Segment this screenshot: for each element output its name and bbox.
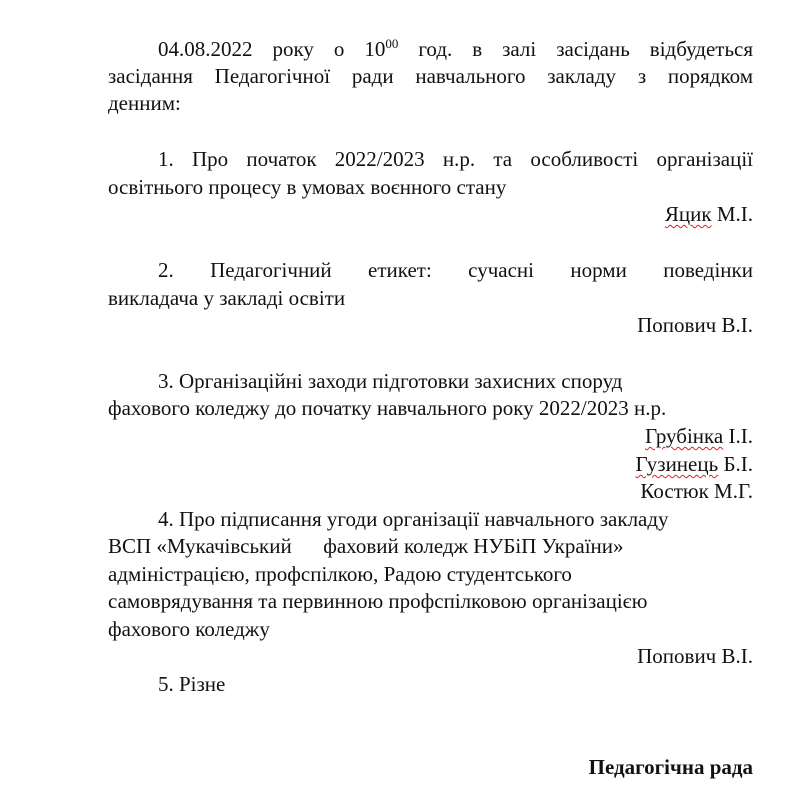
speaker-item-1 bbox=[108, 201, 753, 229]
speaker-initials: М.І. bbox=[716, 202, 753, 226]
agenda-item-4-line-2: ВСП «Мукачівський фаховий коледж НУБіП України» bbox=[108, 534, 624, 558]
agenda-item-3-line-1: 3. Організаційні заходи підготовки захисних споруд bbox=[158, 369, 623, 393]
speaker-surname: Костюк bbox=[640, 479, 709, 503]
signature: Педагогічна рада bbox=[588, 755, 753, 779]
speaker-initials: Б.І. bbox=[723, 452, 753, 476]
agenda-item-4-line-5: фахового коледжу bbox=[108, 617, 270, 641]
speaker-initials: В.І. bbox=[721, 644, 753, 668]
agenda-item-4-line-3: адміністрацією, профспілкою, Радою студентського bbox=[108, 562, 572, 586]
speaker-initials: М.Г. bbox=[714, 479, 753, 503]
agenda-item-4-line-1: 4. Про підписання угоди організації навчального закладу bbox=[158, 507, 669, 531]
agenda-item-2-line-2: викладача у закладі освіти bbox=[108, 286, 346, 310]
agenda-item-1-line-1: 1. Про початок 2022/2023 н.р. та особливості організації bbox=[158, 147, 753, 171]
speaker-item-2 bbox=[108, 312, 753, 340]
intro-line-3: денним: bbox=[108, 91, 181, 115]
speaker-initials: І.І. bbox=[728, 424, 753, 448]
speaker-surname: Гузинець bbox=[635, 452, 719, 476]
speaker-item-3-a bbox=[108, 423, 753, 451]
agenda-item-3-line-2: фахового коледжу до початку навчального року 2022/2023 н.р. bbox=[108, 396, 667, 420]
year-word: року о bbox=[272, 37, 345, 61]
speaker-initials: В.І. bbox=[721, 313, 753, 337]
intro-line-2: засідання Педагогічної ради навчального закладу з порядком bbox=[108, 64, 753, 88]
speaker-item-3-c bbox=[108, 478, 753, 506]
agenda-item-5: 5. Різне bbox=[158, 672, 226, 696]
speaker-surname: Яцик bbox=[664, 202, 712, 226]
agenda-item-1-line-2: освітнього процесу в умовах воєнного стану bbox=[108, 175, 507, 199]
intro-line-1-rest: год. в залі засідань відбудеться bbox=[418, 37, 754, 61]
speaker-surname: Попович bbox=[637, 644, 717, 668]
meeting-date: 04.08.2022 bbox=[158, 37, 253, 61]
meeting-time: $10^{00}$ bbox=[364, 36, 399, 61]
speaker-surname: Попович bbox=[637, 313, 717, 337]
agenda-item-4-line-4: самоврядування та первинною профспілковою організацією bbox=[108, 589, 648, 613]
speaker-surname: Грубінка bbox=[645, 424, 724, 448]
speaker-item-4 bbox=[108, 643, 753, 671]
intro-line-1 bbox=[158, 36, 753, 64]
agenda-item-2-line-1: 2. Педагогічний етикет: сучасні норми поведінки bbox=[158, 258, 753, 282]
speaker-item-3-b bbox=[108, 451, 753, 479]
